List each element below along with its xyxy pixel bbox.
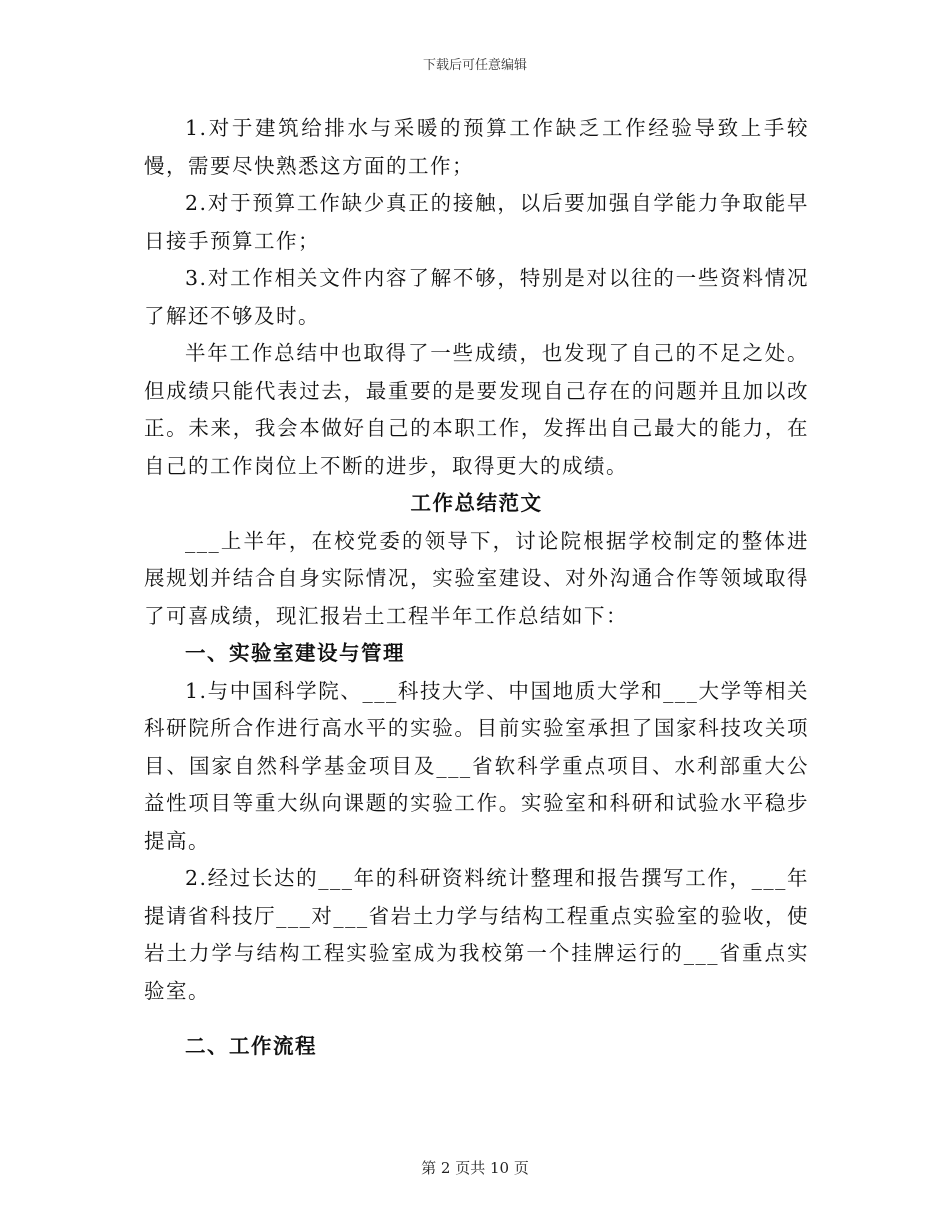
document-body: [144, 110, 809, 1066]
page-footer: 第 2 页共 10 页: [421, 1159, 529, 1177]
page-header: 下载后可任意编辑: [422, 58, 527, 73]
paragraph-item-3: 3.对工作相关文件内容了解不够，特别是对以往的一些资料情况了解还不够及时。: [144, 266, 809, 328]
section-title: 工作总结范文: [410, 491, 543, 515]
paragraph-intro: ___上半年，在校党委的领导下，讨论院根据学校制定的整体进展规划并结合自身实际情况，实验室建设、对外沟通合作等领域取得了可喜成绩，现汇报岩土工程半年工作总结如下：: [144, 528, 809, 628]
section-heading-workflow: 二、工作流程: [185, 1034, 317, 1058]
paragraph-item-2: 2.对于预算工作缺少真正的接触，以后要加强自学能力争取能早日接手预算工作；: [144, 191, 809, 253]
paragraph-item-1: 1.对于建筑给排水与采暖的预算工作缺乏工作经验导致上手较慢，需要尽快熟悉这方面的工作；: [144, 116, 809, 178]
paragraph-lab-1: 1.与中国科学院、___科技大学、中国地质大学和___大学等相关科研院所合作进行高水平的实验。目前实验室承担了国家科技攻关项目、国家自然科学基金项目及___省软科学重点项目、水利部重大公益性项目等重大纵向课题的实验工作。实验室和科研和试验水平稳步提高。: [144, 678, 809, 853]
paragraph-summary: 半年工作总结中也取得了一些成绩，也发现了自己的不足之处。但成绩只能代表过去，最重要的是要发现自己存在的问题并且加以改正。未来，我会本做好自己的本职工作，发挥出自己最大的能力，在自己的工作岗位上不断的进步，取得更大的成绩。: [144, 341, 809, 478]
section-heading-lab: 一、实验室建设与管理: [185, 641, 405, 665]
paragraph-lab-2: 2.经过长达的___年的科研资料统计整理和报告撰写工作，___年提请省科技厅___对___省岩土力学与结构工程重点实验室的验收，使岩土力学与结构工程实验室成为我校第一个挂牌运行的___省重点实验室。: [144, 866, 809, 1003]
